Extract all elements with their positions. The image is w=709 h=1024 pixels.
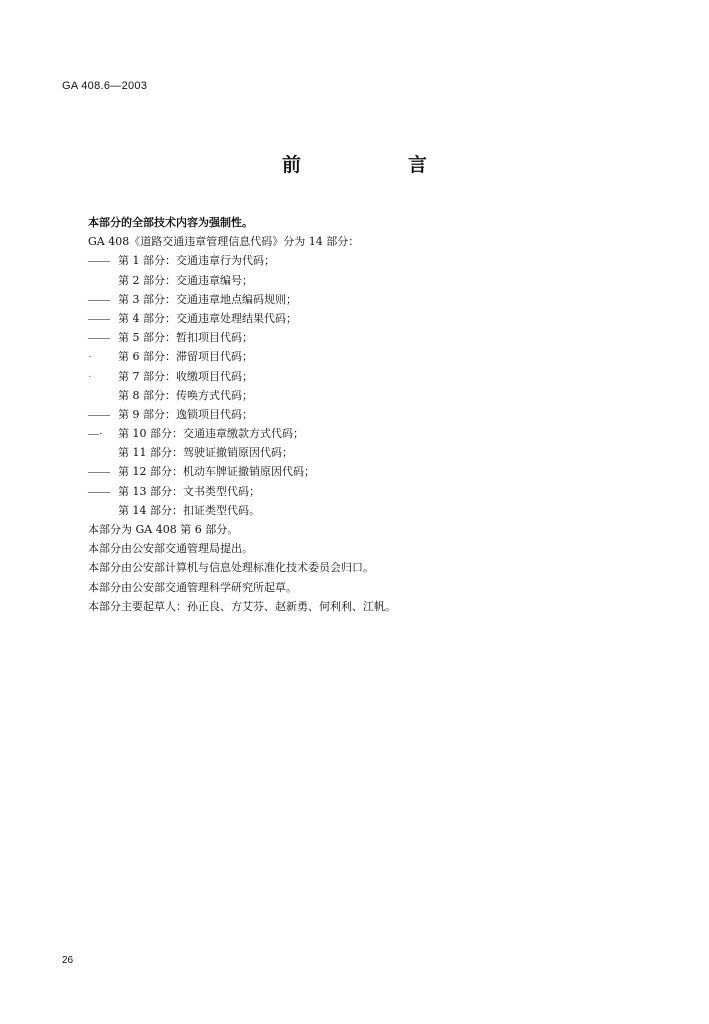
list-dash: —— <box>88 293 110 306</box>
drafter-org-statement: 本部分由公安部交通管理科学研究所起草。 <box>88 580 297 594</box>
proposer-statement: 本部分由公安部交通管理局提出。 <box>88 542 253 556</box>
list-item <box>88 347 648 366</box>
list-item-text: 第 5 部分：暂扣项目代码； <box>118 331 253 345</box>
list-item-text: 第 13 部分：文书类型代码； <box>118 484 260 498</box>
list-item <box>88 271 648 290</box>
list-dash: · <box>88 370 92 383</box>
list-item <box>88 386 648 405</box>
list-item <box>88 309 648 328</box>
list-item-text: 第 2 部分：交通违章编号； <box>118 273 253 287</box>
list-item <box>88 501 648 520</box>
list-item <box>88 405 648 424</box>
list-item-text: 第 7 部分：收缴项目代码； <box>118 369 253 383</box>
standard-code-header: GA 408.6—2003 <box>62 80 148 92</box>
list-item <box>88 290 648 309</box>
parts-list <box>88 251 648 520</box>
list-item <box>88 424 648 443</box>
centralizer-statement: 本部分由公安部计算机与信息处理标准化技术委员会归口。 <box>88 561 374 575</box>
list-item-text: 第 6 部分：滞留项目代码； <box>118 350 253 364</box>
list-item-text: 第 4 部分：交通违章处理结果代码； <box>118 311 297 325</box>
list-item-text: 第 9 部分：逸锁项目代码； <box>118 407 253 421</box>
list-item <box>88 462 648 481</box>
list-dash: —— <box>88 408 110 421</box>
foreword-body <box>88 213 648 616</box>
part-statement: 本部分为 GA 408 第 6 部分。 <box>88 523 239 536</box>
list-dash: —— <box>88 255 110 268</box>
list-item <box>88 443 648 462</box>
list-item-text: 第 11 部分：驾驶证撤销原因代码； <box>118 446 293 460</box>
list-item-text: 第 10 部分：交通违章缴款方式代码； <box>118 427 304 441</box>
list-item <box>88 482 648 501</box>
drafters-statement: 本部分主要起草人：孙正良、方艾芬、赵新勇、何利利、江帆。 <box>88 599 396 613</box>
list-dash: —— <box>88 312 110 325</box>
list-item-text: 第 1 部分：交通违章行为代码； <box>118 254 275 268</box>
list-item <box>88 328 648 347</box>
list-item-text: 第 8 部分：传唤方式代码； <box>118 388 253 402</box>
list-item <box>88 367 648 386</box>
list-dash: —· <box>88 428 103 441</box>
list-dash: —— <box>88 485 110 498</box>
page-number: 26 <box>62 955 74 966</box>
page-title: 前 言 <box>281 154 471 176</box>
list-dash: —— <box>88 332 110 345</box>
division-statement: GA 408《道路交通违章管理信息代码》分为 14 部分： <box>88 235 360 249</box>
list-item <box>88 251 648 270</box>
list-item-text: 第 14 部分：扣证类型代码。 <box>118 503 260 517</box>
list-item-text: 第 12 部分：机动车牌证撤销原因代码； <box>118 465 315 479</box>
list-dash: —— <box>88 466 110 479</box>
mandatory-statement: 本部分的全部技术内容为强制性。 <box>88 216 253 229</box>
list-item-text: 第 3 部分：交通违章地点编码规则； <box>118 292 297 306</box>
list-dash: · <box>88 351 92 364</box>
